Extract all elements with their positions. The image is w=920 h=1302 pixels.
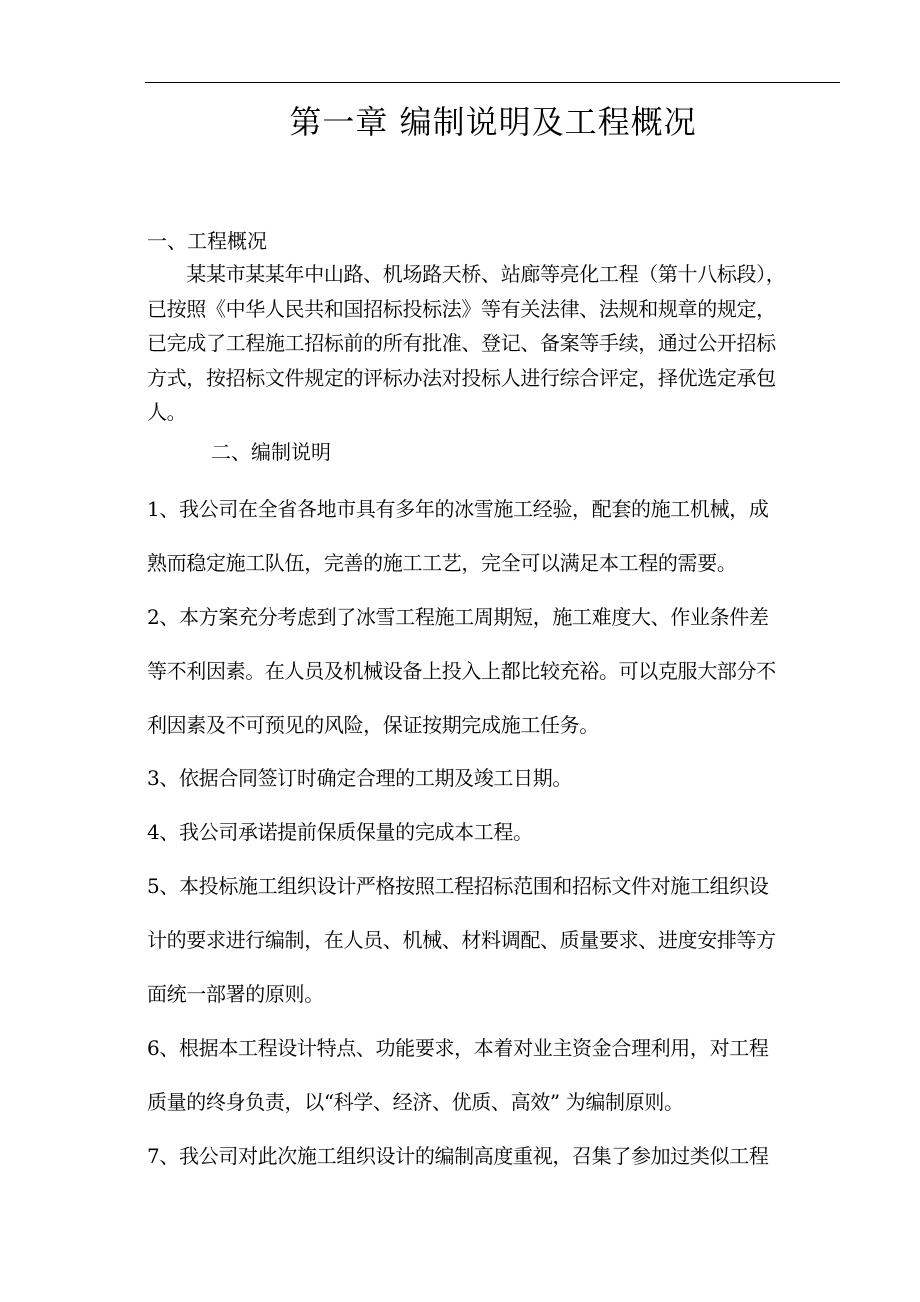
overview-line: 已按照《中华人民共和国招标投标法》等有关法律、法规和规章的规定， <box>147 296 776 321</box>
description-line: 熟而稳定施工队伍，完善的施工工艺，完全可以满足本工程的需要。 <box>147 550 737 575</box>
description-line: 1、我公司在全省各地市具有多年的冰雪施工经验，配套的施工机械，成 <box>147 497 769 521</box>
description-line: 计的要求进行编制，在人员、机械、材料调配、质量要求、进度安排等方 <box>147 928 776 953</box>
description-line: 等不利因素。在人员及机械设备上投入上都比较充裕。可以克服大部分不 <box>147 658 776 683</box>
overview-line: 某某市某某年中山路、机场路天桥、站廊等亮化工程（第十八标段）， <box>147 262 786 286</box>
overview-line: 方式，按招标文件规定的评标办法对投标人进行综合评定，择优选定承包 <box>147 365 776 390</box>
description-line: 4、我公司承诺提前保质保量的完成本工程。 <box>147 820 533 845</box>
section-heading-description: 二、编制说明 <box>211 440 331 464</box>
description-line: 7、我公司对此次施工组织设计的编制高度重视，召集了参加过类似工程 <box>147 1143 769 1168</box>
description-line: 3、依据合同签订时确定合理的工期及竣工日期。 <box>147 766 573 791</box>
overview-line: 人。 <box>147 400 187 424</box>
header-rule <box>145 82 840 83</box>
overview-paragraph <box>147 257 843 430</box>
description-items <box>147 489 847 1190</box>
section-heading-overview: 一、工程概况 <box>147 229 267 253</box>
description-line: 6、根据本工程设计特点、功能要求，本着对业主资金合理利用，对工程 <box>147 1035 769 1060</box>
overview-line: 已完成了工程施工招标前的所有批准、登记、备案等手续，通过公开招标 <box>147 331 776 355</box>
description-line: 利因素及不可预见的风险，保证按期完成施工任务。 <box>147 712 599 737</box>
description-line: 2、本方案充分考虑到了冰雪工程施工周期短，施工难度大、作业条件差 <box>147 604 769 629</box>
description-line: 面统一部署的原则。 <box>147 982 324 1007</box>
description-line: 5、本投标施工组织设计严格按照工程招标范围和招标文件对施工组织设 <box>147 874 769 899</box>
chapter-title: 第一章 编制说明及工程概况 <box>289 103 697 141</box>
description-line: 质量的终身负责，以“科学、经济、优质、高效” 为编制原则。 <box>147 1089 684 1114</box>
